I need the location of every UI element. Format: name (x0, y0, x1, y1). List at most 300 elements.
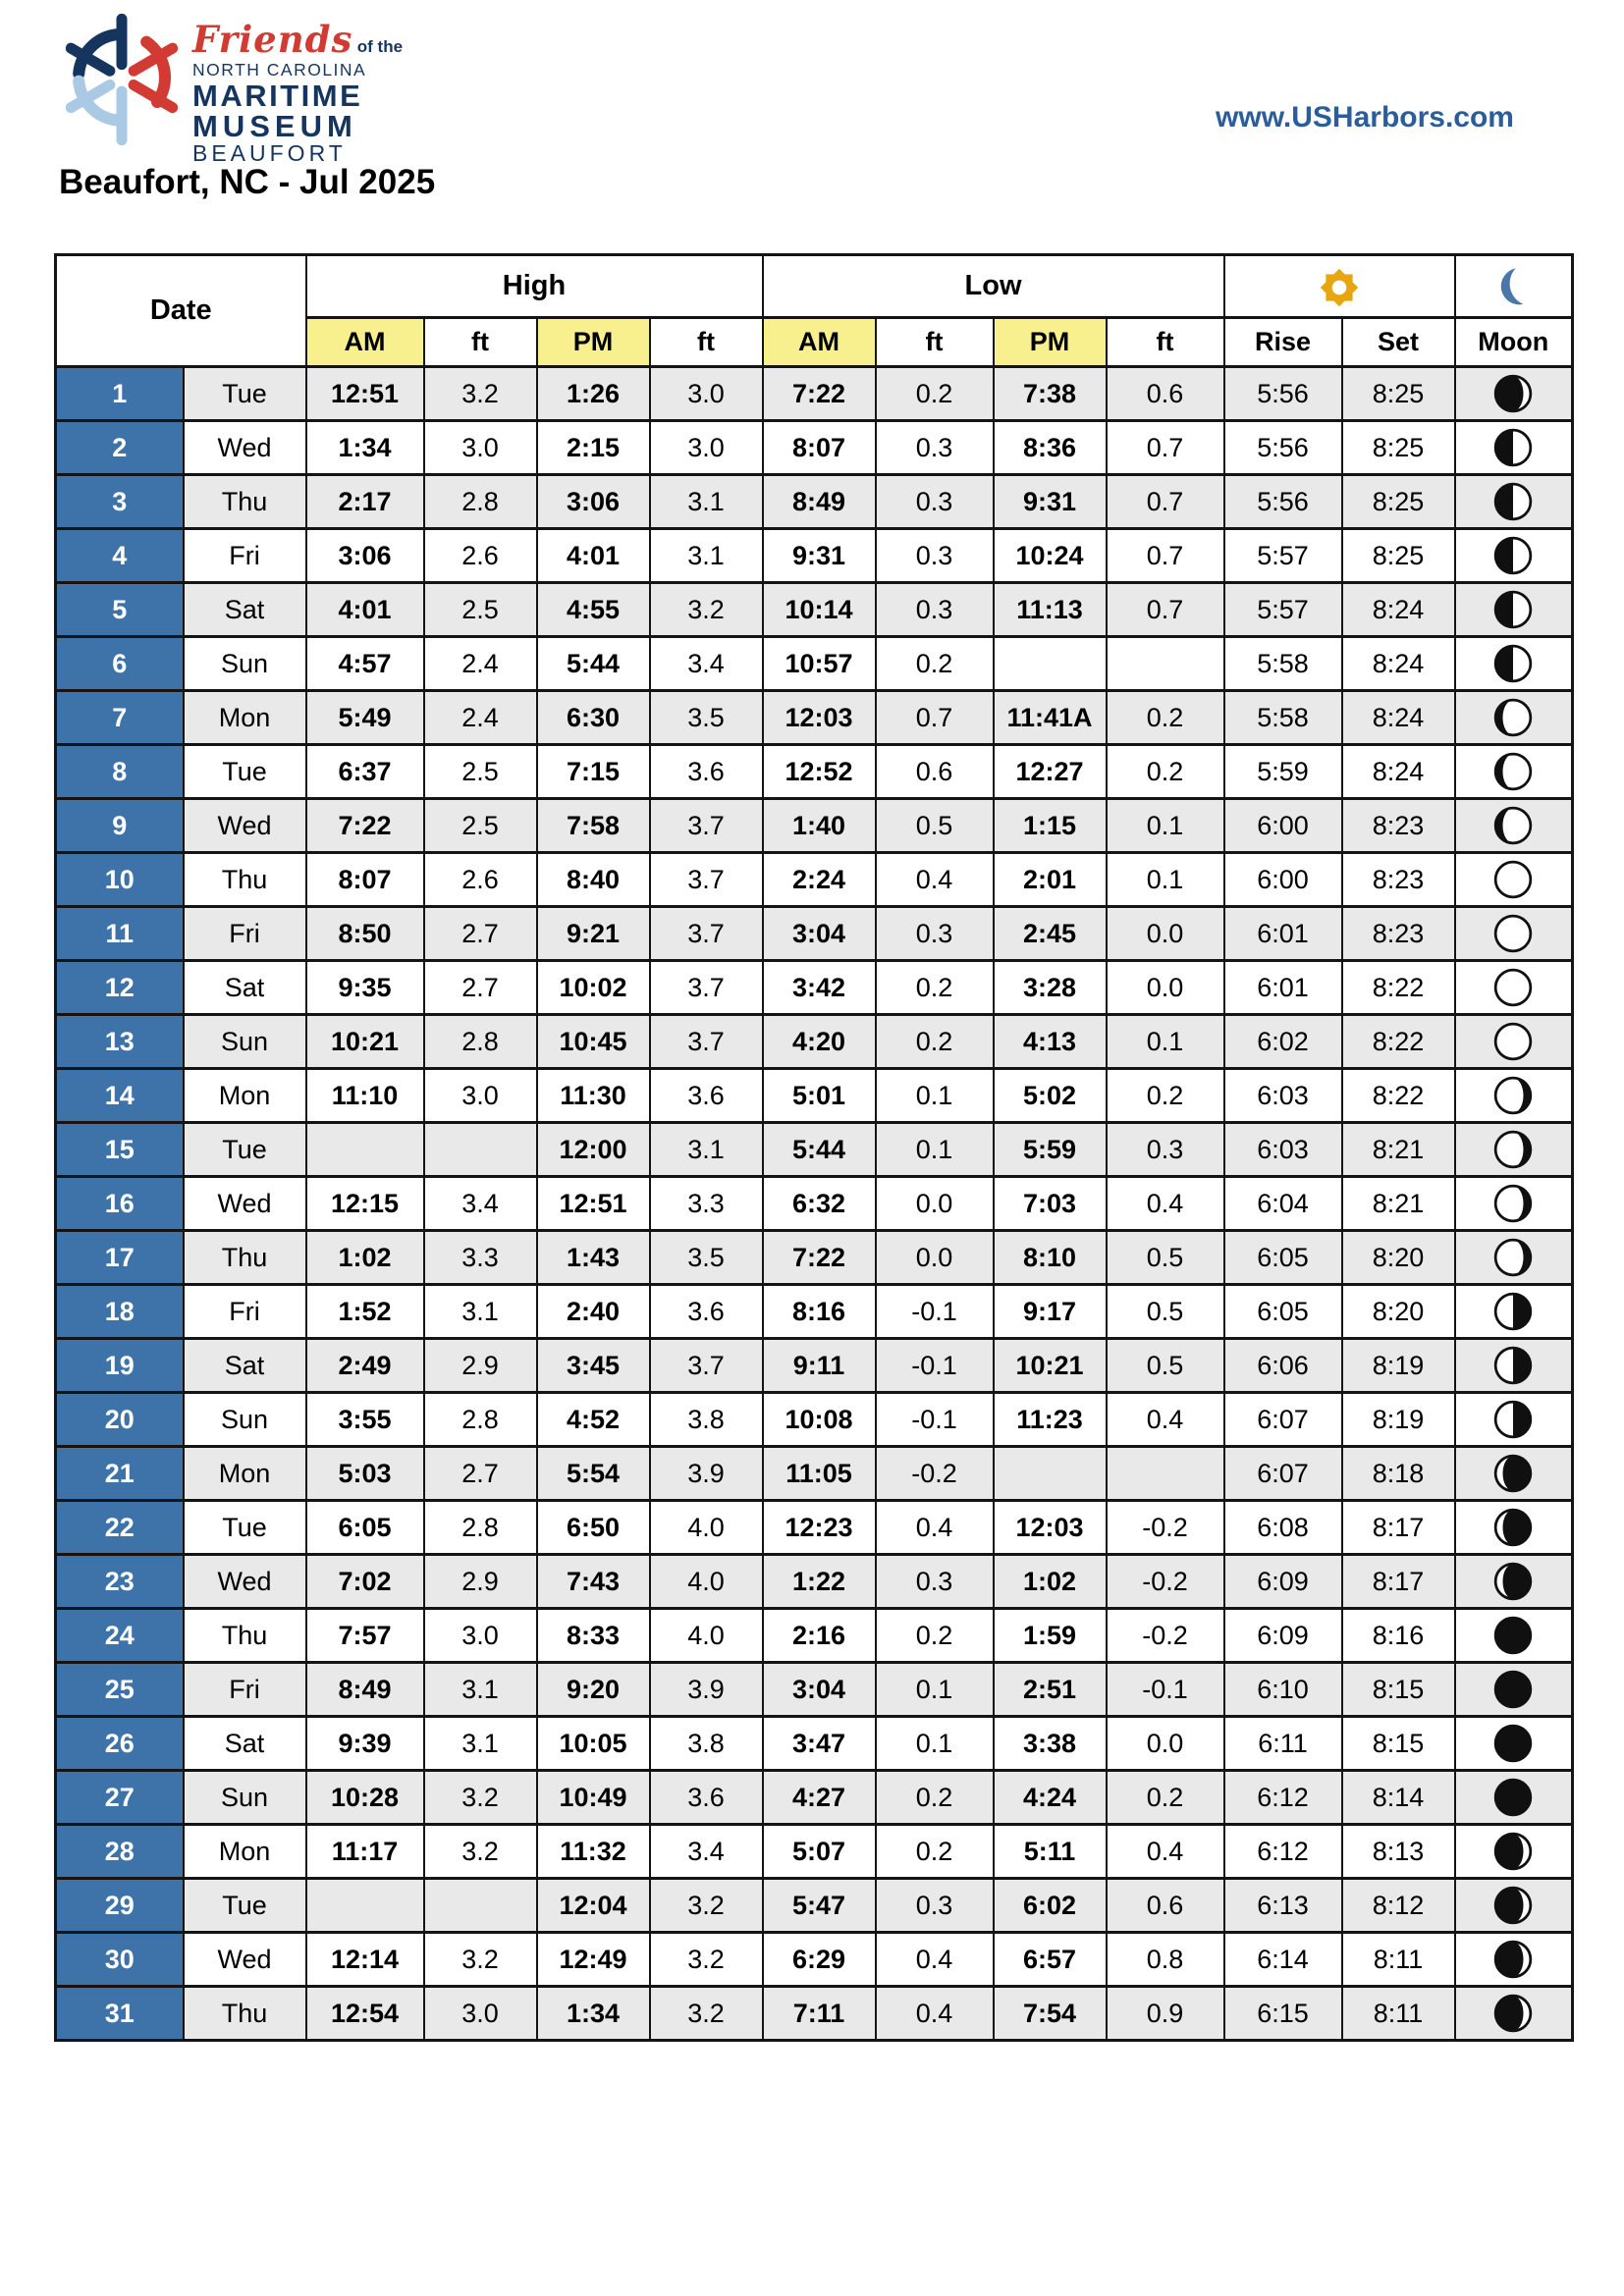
high-am-ft-cell: 3.0 (424, 1609, 537, 1663)
low-pm-ft-cell: 0.5 (1107, 1231, 1224, 1285)
sunset-cell: 8:21 (1342, 1177, 1455, 1231)
high-pm-ft-cell: 3.1 (650, 475, 763, 529)
moon-phase-icon-first-quarter (1492, 643, 1534, 684)
sunset-cell: 8:18 (1342, 1447, 1455, 1501)
sunrise-cell: 6:01 (1224, 907, 1342, 961)
high-am-ft-cell (424, 1879, 537, 1933)
moon-phase-cell (1455, 799, 1573, 853)
moon-phase-cell (1455, 691, 1573, 745)
sunset-cell: 8:21 (1342, 1123, 1455, 1177)
date-cell: 2 (56, 421, 184, 475)
high-pm-ft-cell: 3.7 (650, 853, 763, 907)
low-pm-ft-cell: 0.6 (1107, 367, 1224, 421)
logo-north-carolina-text: NORTH CAROLINA (192, 59, 367, 80)
date-cell: 5 (56, 583, 184, 637)
high-pm-cell: 3:06 (537, 475, 650, 529)
date-cell: 12 (56, 961, 184, 1015)
day-cell: Thu (184, 1231, 306, 1285)
logo-beaufort-text: BEAUFORT (192, 139, 347, 166)
tide-row-17 (56, 1231, 1573, 1285)
day-cell: Fri (184, 529, 306, 583)
moon-phase-icon-waxing-crescent (1492, 1831, 1534, 1872)
low-pm-ft-cell: 0.2 (1107, 1771, 1224, 1825)
low-pm-ft-cell: 0.2 (1107, 745, 1224, 799)
high-am-ft-cell: 3.0 (424, 1987, 537, 2041)
high-am-ft-cell: 3.1 (424, 1717, 537, 1771)
high-pm-ft-cell: 3.9 (650, 1663, 763, 1717)
low-am-cell: 4:20 (763, 1015, 876, 1069)
high-am-ft-cell: 3.0 (424, 1069, 537, 1123)
low-am-ft-cell: 0.4 (876, 1501, 994, 1555)
low-am-ft-cell: 0.2 (876, 1771, 994, 1825)
high-am-ft-cell: 3.2 (424, 367, 537, 421)
low-pm-ft-cell: -0.2 (1107, 1555, 1224, 1609)
usharbors-link[interactable]: www.USHarbors.com (1216, 101, 1514, 133)
tide-table-container (54, 253, 1572, 2042)
date-cell: 25 (56, 1663, 184, 1717)
moon-phase-cell (1455, 1609, 1573, 1663)
low-am-cell: 12:23 (763, 1501, 876, 1555)
high-pm-ft-cell: 3.7 (650, 799, 763, 853)
low-am-ft-cell: 0.3 (876, 475, 994, 529)
sunset-cell: 8:14 (1342, 1771, 1455, 1825)
high-am-cell: 6:37 (306, 745, 424, 799)
low-pm-cell: 8:36 (994, 421, 1107, 475)
low-am-cell: 5:07 (763, 1825, 876, 1879)
moon-phase-icon-full (1492, 1021, 1534, 1062)
sunrise-cell: 6:05 (1224, 1231, 1342, 1285)
moon-phase-icon-new (1492, 1777, 1534, 1818)
high-pm-ft-cell: 3.5 (650, 1231, 763, 1285)
moon-phase-cell (1455, 583, 1573, 637)
low-pm-ft-cell: -0.2 (1107, 1609, 1224, 1663)
moon-phase-cell (1455, 1123, 1573, 1177)
day-cell: Mon (184, 1825, 306, 1879)
low-pm-ft-cell: 0.1 (1107, 853, 1224, 907)
low-am-cell: 5:44 (763, 1123, 876, 1177)
low-am-cell: 9:11 (763, 1339, 876, 1393)
high-am-ft-cell: 2.5 (424, 745, 537, 799)
high-pm-ft-cell: 3.2 (650, 1987, 763, 2041)
sunset-cell: 8:15 (1342, 1717, 1455, 1771)
high-pm-cell: 5:44 (537, 637, 650, 691)
high-pm-ft-cell: 4.0 (650, 1501, 763, 1555)
low-pm-ft-cell (1107, 1447, 1224, 1501)
tide-row-8 (56, 745, 1573, 799)
high-am-ft-cell: 3.2 (424, 1933, 537, 1987)
moon-phase-icon-waning-gibbous (1492, 1237, 1534, 1278)
low-pm-cell: 2:01 (994, 853, 1107, 907)
moon-phase-icon-first-quarter (1492, 535, 1534, 576)
museum-logo (57, 12, 403, 165)
low-pm-cell: 2:51 (994, 1663, 1107, 1717)
low-am-cell: 1:40 (763, 799, 876, 853)
sunset-cell: 8:24 (1342, 637, 1455, 691)
sunrise-cell: 6:10 (1224, 1663, 1342, 1717)
low-pm-ft-cell: 0.4 (1107, 1393, 1224, 1447)
low-pm-cell (994, 637, 1107, 691)
low-am-ft-cell: 0.2 (876, 1015, 994, 1069)
low-am-ft-cell: 0.0 (876, 1231, 994, 1285)
low-pm-ft-cell: 0.1 (1107, 799, 1224, 853)
low-pm-ft-cell: 0.7 (1107, 475, 1224, 529)
low-pm-ft-cell: 0.4 (1107, 1177, 1224, 1231)
tide-row-13 (56, 1015, 1573, 1069)
high-pm-ft-cell: 4.0 (650, 1609, 763, 1663)
sunset-cell: 8:25 (1342, 475, 1455, 529)
moon-phase-icon-new (1492, 1615, 1534, 1656)
tide-row-25 (56, 1663, 1573, 1717)
high-pm-cell: 9:21 (537, 907, 650, 961)
tide-row-9 (56, 799, 1573, 853)
low-am-cell: 9:31 (763, 529, 876, 583)
high-pm-cell: 11:32 (537, 1825, 650, 1879)
low-pm-ft-cell: 0.1 (1107, 1015, 1224, 1069)
moon-phase-icon-last-quarter (1492, 1345, 1534, 1386)
day-cell: Sat (184, 961, 306, 1015)
moon-phase-cell (1455, 1069, 1573, 1123)
high-am-ft-cell: 2.6 (424, 529, 537, 583)
low-am-ft-cell: 0.2 (876, 637, 994, 691)
low-am-ft-cell: 0.3 (876, 421, 994, 475)
high-am-cell: 12:14 (306, 1933, 424, 1987)
day-cell: Tue (184, 367, 306, 421)
day-cell: Thu (184, 853, 306, 907)
low-pm-cell: 4:13 (994, 1015, 1107, 1069)
low-pm-cell: 2:45 (994, 907, 1107, 961)
low-am-ft-cell: 0.3 (876, 1555, 994, 1609)
date-cell: 19 (56, 1339, 184, 1393)
date-cell: 31 (56, 1987, 184, 2041)
sunset-cell: 8:20 (1342, 1231, 1455, 1285)
low-pm-cell: 12:27 (994, 745, 1107, 799)
date-cell: 11 (56, 907, 184, 961)
high-am-cell (306, 1879, 424, 1933)
sunset-cell: 8:24 (1342, 745, 1455, 799)
low-pm-cell: 11:41A (994, 691, 1107, 745)
high-pm-ft-cell: 3.5 (650, 691, 763, 745)
high-am-ft-cell: 2.9 (424, 1555, 537, 1609)
tide-row-3 (56, 475, 1573, 529)
high-am-cell: 8:49 (306, 1663, 424, 1717)
low-pm-cell: 5:02 (994, 1069, 1107, 1123)
high-am-ft-cell: 2.7 (424, 961, 537, 1015)
moon-phase-cell (1455, 1015, 1573, 1069)
moon-phase-icon-waning-gibbous (1492, 1075, 1534, 1116)
sunrise-cell: 5:59 (1224, 745, 1342, 799)
header-moon-icon (1455, 255, 1573, 318)
tide-row-10 (56, 853, 1573, 907)
sunset-cell: 8:17 (1342, 1501, 1455, 1555)
tide-row-11 (56, 907, 1573, 961)
high-am-cell: 7:57 (306, 1609, 424, 1663)
header-set: Set (1342, 318, 1455, 367)
sunset-cell: 8:24 (1342, 691, 1455, 745)
low-am-cell: 2:16 (763, 1609, 876, 1663)
moon-phase-icon-new (1492, 1723, 1534, 1764)
moon-phase-cell (1455, 475, 1573, 529)
sunrise-cell: 5:57 (1224, 583, 1342, 637)
date-cell: 22 (56, 1501, 184, 1555)
sunset-cell: 8:22 (1342, 961, 1455, 1015)
high-pm-cell: 7:15 (537, 745, 650, 799)
date-cell: 29 (56, 1879, 184, 1933)
high-am-ft-cell: 2.8 (424, 1393, 537, 1447)
moon-phase-cell (1455, 1663, 1573, 1717)
moon-phase-icon-first-quarter (1492, 481, 1534, 522)
high-am-ft-cell: 2.5 (424, 799, 537, 853)
high-pm-ft-cell: 3.7 (650, 1339, 763, 1393)
tide-row-24 (56, 1609, 1573, 1663)
moon-phase-icon-waning-gibbous (1492, 1183, 1534, 1224)
high-pm-ft-cell: 3.3 (650, 1177, 763, 1231)
high-pm-ft-cell: 3.1 (650, 529, 763, 583)
sunset-cell: 8:22 (1342, 1069, 1455, 1123)
low-am-cell: 8:16 (763, 1285, 876, 1339)
moon-phase-cell (1455, 745, 1573, 799)
day-cell: Sat (184, 1339, 306, 1393)
header-high-pm-ft: ft (650, 318, 763, 367)
high-am-cell: 12:51 (306, 367, 424, 421)
date-cell: 16 (56, 1177, 184, 1231)
high-pm-cell: 1:34 (537, 1987, 650, 2041)
high-am-cell (306, 1123, 424, 1177)
low-pm-cell: 11:23 (994, 1393, 1107, 1447)
moon-phase-cell (1455, 853, 1573, 907)
day-cell: Sun (184, 1393, 306, 1447)
day-cell: Wed (184, 1177, 306, 1231)
moon-phase-icon-first-quarter (1492, 589, 1534, 630)
low-pm-ft-cell: 0.7 (1107, 529, 1224, 583)
date-cell: 17 (56, 1231, 184, 1285)
sunrise-cell: 5:58 (1224, 691, 1342, 745)
moon-phase-cell (1455, 1447, 1573, 1501)
moon-phase-icon-waning-gibbous (1492, 1129, 1534, 1170)
high-pm-cell: 12:51 (537, 1177, 650, 1231)
low-am-cell: 10:57 (763, 637, 876, 691)
sunset-cell: 8:24 (1342, 583, 1455, 637)
moon-phase-icon-full (1492, 913, 1534, 954)
low-am-cell: 3:42 (763, 961, 876, 1015)
low-am-cell: 2:24 (763, 853, 876, 907)
date-cell: 1 (56, 367, 184, 421)
low-am-ft-cell: 0.3 (876, 529, 994, 583)
tide-table (54, 253, 1574, 2042)
tide-row-23 (56, 1555, 1573, 1609)
date-cell: 18 (56, 1285, 184, 1339)
high-pm-ft-cell: 3.8 (650, 1717, 763, 1771)
date-cell: 26 (56, 1717, 184, 1771)
date-cell: 7 (56, 691, 184, 745)
low-pm-cell: 5:11 (994, 1825, 1107, 1879)
moon-phase-icon-waxing-crescent (1492, 373, 1534, 414)
high-pm-ft-cell: 3.0 (650, 367, 763, 421)
sunrise-cell: 6:09 (1224, 1609, 1342, 1663)
header-low-pm: PM (994, 318, 1107, 367)
date-cell: 6 (56, 637, 184, 691)
moon-phase-icon-first-quarter (1492, 427, 1534, 468)
high-am-cell: 5:03 (306, 1447, 424, 1501)
low-am-cell: 5:01 (763, 1069, 876, 1123)
high-am-cell: 8:07 (306, 853, 424, 907)
low-am-ft-cell: 0.7 (876, 691, 994, 745)
low-pm-cell: 3:38 (994, 1717, 1107, 1771)
sunrise-cell: 6:12 (1224, 1771, 1342, 1825)
low-pm-cell: 10:24 (994, 529, 1107, 583)
low-am-cell: 5:47 (763, 1879, 876, 1933)
moon-phase-icon-last-quarter (1492, 1291, 1534, 1332)
high-pm-cell: 8:33 (537, 1609, 650, 1663)
sunrise-cell: 6:09 (1224, 1555, 1342, 1609)
low-pm-cell: 1:02 (994, 1555, 1107, 1609)
moon-phase-cell (1455, 1987, 1573, 2041)
moon-phase-cell (1455, 1177, 1573, 1231)
header-low-am-ft: ft (876, 318, 994, 367)
moon-phase-cell (1455, 1339, 1573, 1393)
sunrise-cell: 6:07 (1224, 1447, 1342, 1501)
high-pm-ft-cell: 3.1 (650, 1123, 763, 1177)
date-cell: 15 (56, 1123, 184, 1177)
low-pm-ft-cell: 0.4 (1107, 1825, 1224, 1879)
tide-row-18 (56, 1285, 1573, 1339)
header-high-pm: PM (537, 318, 650, 367)
day-cell: Fri (184, 1285, 306, 1339)
moon-phase-icon-waxing-crescent (1492, 1939, 1534, 1980)
tide-row-22 (56, 1501, 1573, 1555)
low-am-ft-cell: 0.1 (876, 1069, 994, 1123)
moon-phase-cell (1455, 1717, 1573, 1771)
sunset-cell: 8:25 (1342, 421, 1455, 475)
header-date: Date (56, 255, 306, 367)
high-am-cell: 8:50 (306, 907, 424, 961)
sunrise-cell: 5:57 (1224, 529, 1342, 583)
moon-phase-cell (1455, 907, 1573, 961)
sunset-cell: 8:23 (1342, 907, 1455, 961)
high-pm-cell: 10:02 (537, 961, 650, 1015)
high-am-cell: 1:52 (306, 1285, 424, 1339)
high-am-ft-cell (424, 1123, 537, 1177)
header-moon: Moon (1455, 318, 1573, 367)
low-am-cell: 10:14 (763, 583, 876, 637)
low-am-ft-cell: 0.4 (876, 1933, 994, 1987)
moon-phase-cell (1455, 1285, 1573, 1339)
high-am-cell: 11:10 (306, 1069, 424, 1123)
sunset-cell: 8:20 (1342, 1285, 1455, 1339)
high-pm-cell: 6:30 (537, 691, 650, 745)
low-pm-cell: 9:31 (994, 475, 1107, 529)
low-am-ft-cell: 0.1 (876, 1123, 994, 1177)
tide-row-19 (56, 1339, 1573, 1393)
high-pm-cell: 7:43 (537, 1555, 650, 1609)
low-am-ft-cell: 0.2 (876, 961, 994, 1015)
sunset-cell: 8:23 (1342, 853, 1455, 907)
high-am-cell: 3:06 (306, 529, 424, 583)
high-am-cell: 9:39 (306, 1717, 424, 1771)
high-pm-cell: 12:49 (537, 1933, 650, 1987)
tide-row-31 (56, 1987, 1573, 2041)
logo-friends-text: Friends (192, 18, 353, 61)
low-pm-cell: 4:24 (994, 1771, 1107, 1825)
high-pm-ft-cell: 3.6 (650, 1069, 763, 1123)
date-cell: 21 (56, 1447, 184, 1501)
high-pm-ft-cell: 3.7 (650, 961, 763, 1015)
sunrise-cell: 6:06 (1224, 1339, 1342, 1393)
sunrise-cell: 6:15 (1224, 1987, 1342, 2041)
low-pm-cell: 3:28 (994, 961, 1107, 1015)
high-pm-cell: 6:50 (537, 1501, 650, 1555)
low-pm-cell: 6:02 (994, 1879, 1107, 1933)
high-am-ft-cell: 3.3 (424, 1231, 537, 1285)
high-am-ft-cell: 3.0 (424, 421, 537, 475)
tide-row-30 (56, 1933, 1573, 1987)
low-pm-ft-cell: 0.5 (1107, 1285, 1224, 1339)
low-am-ft-cell: 0.1 (876, 1663, 994, 1717)
low-pm-cell: 6:57 (994, 1933, 1107, 1987)
ship-wheel-icon (57, 12, 187, 147)
sunset-cell: 8:11 (1342, 1987, 1455, 2041)
high-pm-cell: 11:30 (537, 1069, 650, 1123)
low-pm-cell: 9:17 (994, 1285, 1107, 1339)
high-pm-cell: 2:15 (537, 421, 650, 475)
moon-phase-icon-waning-crescent (1492, 1561, 1534, 1602)
low-pm-ft-cell: 0.7 (1107, 421, 1224, 475)
low-am-ft-cell: 0.4 (876, 853, 994, 907)
high-am-cell: 10:21 (306, 1015, 424, 1069)
high-pm-cell: 4:52 (537, 1393, 650, 1447)
low-pm-cell: 1:59 (994, 1609, 1107, 1663)
low-pm-cell: 12:03 (994, 1501, 1107, 1555)
sunrise-cell: 6:11 (1224, 1717, 1342, 1771)
high-pm-ft-cell: 3.4 (650, 1825, 763, 1879)
tide-row-5 (56, 583, 1573, 637)
high-pm-cell: 4:01 (537, 529, 650, 583)
sunrise-cell: 6:00 (1224, 799, 1342, 853)
low-am-cell: 6:29 (763, 1933, 876, 1987)
high-pm-ft-cell: 3.8 (650, 1393, 763, 1447)
tide-row-26 (56, 1717, 1573, 1771)
day-cell: Mon (184, 1447, 306, 1501)
high-am-cell: 12:54 (306, 1987, 424, 2041)
tide-row-15 (56, 1123, 1573, 1177)
high-am-ft-cell: 2.8 (424, 1015, 537, 1069)
high-am-ft-cell: 2.5 (424, 583, 537, 637)
low-am-cell: 4:27 (763, 1771, 876, 1825)
low-am-cell: 7:22 (763, 1231, 876, 1285)
day-cell: Sat (184, 583, 306, 637)
moon-phase-icon-waxing-gibbous (1492, 751, 1534, 792)
sunrise-cell: 5:58 (1224, 637, 1342, 691)
high-am-cell: 4:57 (306, 637, 424, 691)
header-low-pm-ft: ft (1107, 318, 1224, 367)
low-pm-ft-cell: -0.1 (1107, 1663, 1224, 1717)
sunrise-cell: 6:00 (1224, 853, 1342, 907)
sunrise-cell: 6:13 (1224, 1879, 1342, 1933)
sunrise-cell: 6:03 (1224, 1123, 1342, 1177)
date-cell: 4 (56, 529, 184, 583)
high-pm-ft-cell: 3.6 (650, 1285, 763, 1339)
sunrise-cell: 6:07 (1224, 1393, 1342, 1447)
high-am-cell: 10:28 (306, 1771, 424, 1825)
low-am-ft-cell: 0.1 (876, 1717, 994, 1771)
low-pm-cell: 7:38 (994, 367, 1107, 421)
low-am-ft-cell: 0.2 (876, 1825, 994, 1879)
sunset-cell: 8:23 (1342, 799, 1455, 853)
sunset-cell: 8:16 (1342, 1609, 1455, 1663)
day-cell: Fri (184, 1663, 306, 1717)
date-cell: 28 (56, 1825, 184, 1879)
high-pm-cell: 10:45 (537, 1015, 650, 1069)
sunset-cell: 8:19 (1342, 1393, 1455, 1447)
